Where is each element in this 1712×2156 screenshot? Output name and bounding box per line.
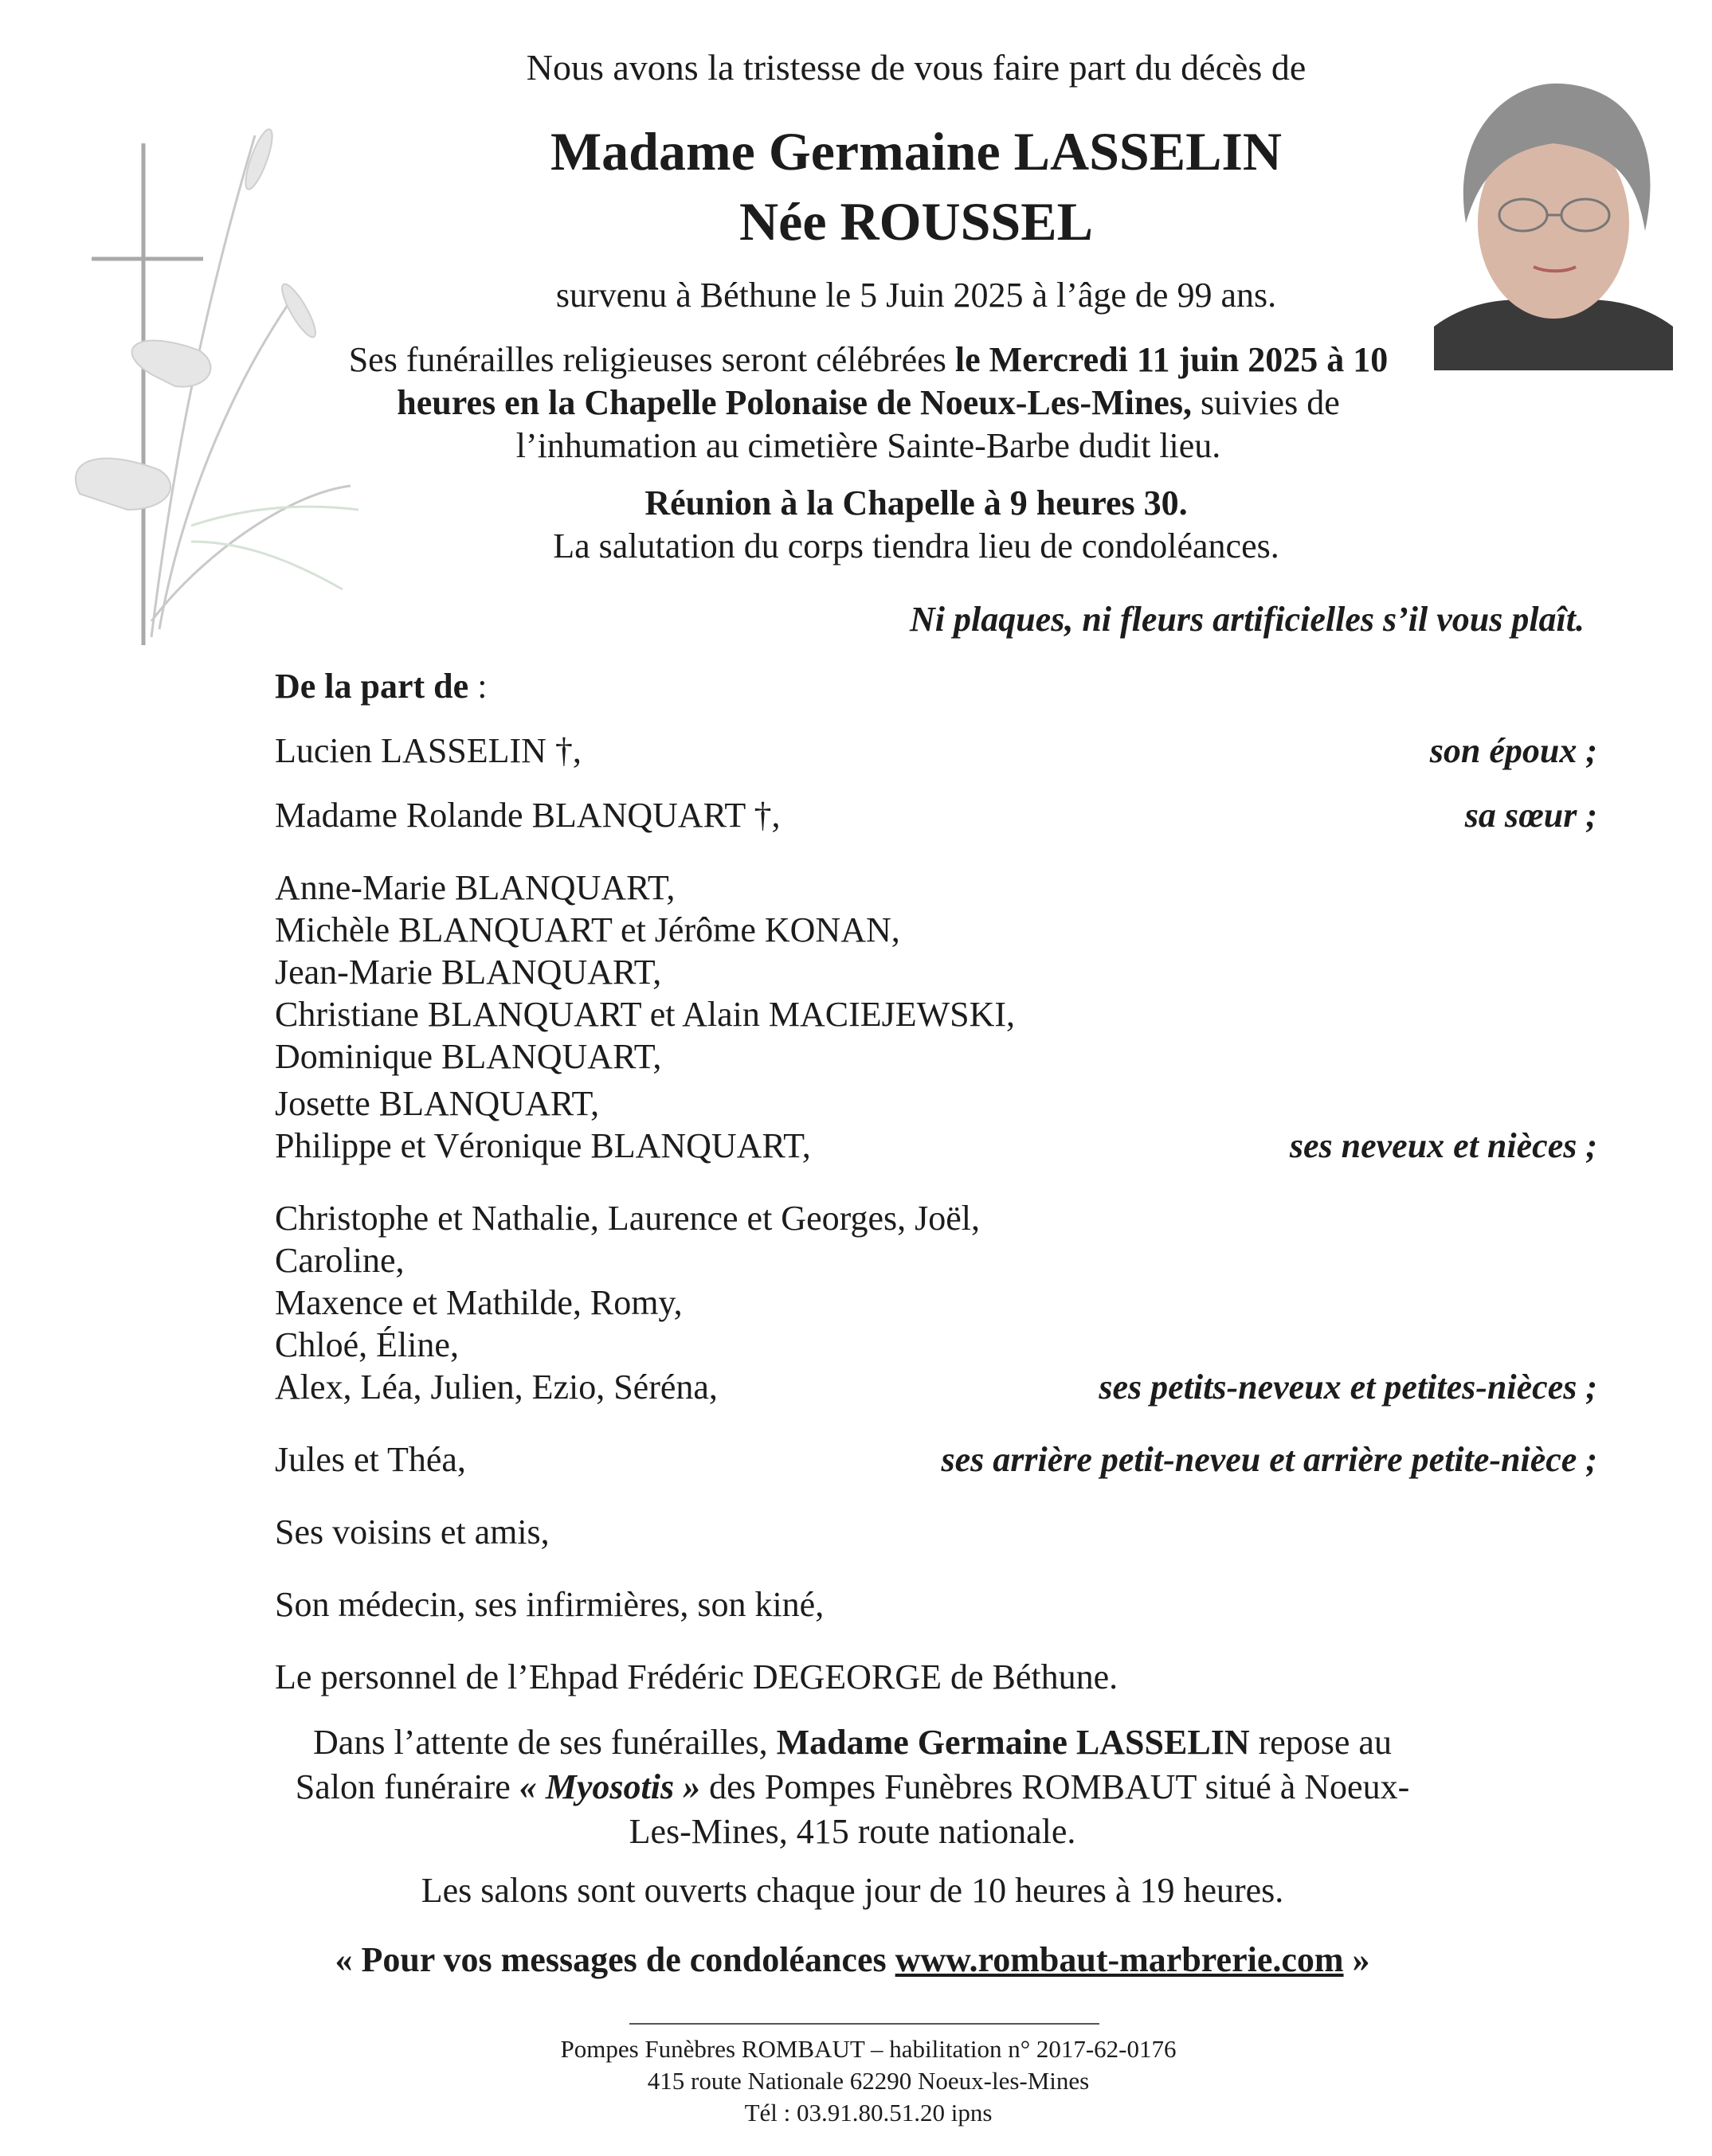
- list-item: Michèle BLANQUART et Jérôme KONAN,: [275, 910, 900, 949]
- list-item: Philippe et Véronique BLANQUART, ses neveux et nièces ;: [275, 1126, 1597, 1165]
- reunion-time: Réunion à la Chapelle à 9 heures 30.: [644, 483, 1188, 522]
- footer-company: Pompes Funèbres ROMBAUT – habilitation n° 2017-62-0176: [560, 2035, 1177, 2063]
- family-great: Jules et Théa, ses arrière petit-neveu et arrière petite-nièce ;: [275, 1440, 1597, 1479]
- list-item: Maxence et Mathilde, Romy,: [275, 1283, 683, 1322]
- footer-phone: Tél : 03.91.80.51.20 ipns: [744, 2099, 993, 2127]
- list-item: Dominique BLANQUART,: [275, 1037, 662, 1076]
- family-sister: Madame Rolande BLANQUART †, sa sœur ;: [275, 796, 1597, 835]
- funeral-paragraph: [335, 338, 1402, 468]
- relation-label: ses arrière petit-neveu et arrière petite-nièce ;: [941, 1440, 1597, 1479]
- deceased-name: Madame Germaine LASSELIN: [550, 121, 1282, 182]
- footer-address: 415 route Nationale 62290 Noeux-les-Mines: [647, 2067, 1090, 2095]
- list-item: Anne-Marie BLANQUART,: [275, 868, 676, 907]
- intro-text: Nous avons la tristesse de vous faire part du décès de: [526, 47, 1307, 88]
- footer-divider: [629, 2023, 1099, 2025]
- funeral-burial: suivies de l’inhumation au cimetière Sainte-Barbe dudit lieu.: [515, 383, 1340, 465]
- death-details: survenu à Béthune le 5 Juin 2025 à l’âge de 99 ans.: [555, 276, 1277, 315]
- list-item: Son médecin, ses infirmières, son kiné,: [275, 1585, 825, 1624]
- list-item: Christophe et Nathalie, Laurence et Georges, Joël,: [275, 1199, 980, 1238]
- condolence-messages: « Pour vos messages de condoléances www.rombaut-marbrerie.com »: [335, 1940, 1370, 1979]
- list-item: Alex, Léa, Julien, Ezio, Séréna, ses petits-neveux et petites-nièces ;: [275, 1368, 1597, 1407]
- family-spouse: Lucien LASSELIN †, son époux ;: [275, 731, 1597, 770]
- reunion-block: [239, 482, 1593, 568]
- list-item: Ses voisins et amis,: [275, 1512, 550, 1551]
- list-item: Christiane BLANQUART et Alain MACIEJEWSKI,: [275, 995, 1016, 1034]
- maiden-name: Née ROUSSEL: [739, 191, 1093, 252]
- list-item: Le personnel de l’Ehpad Frédéric DEGEORGE de Béthune.: [275, 1657, 1118, 1696]
- no-plaques-note: Ni plaques, ni fleurs artificielles s’il vous plaît.: [909, 600, 1585, 639]
- relation-label: ses petits-neveux et petites-nièces ;: [1099, 1368, 1597, 1407]
- list-item: Chloé, Éline,: [275, 1325, 459, 1364]
- funeral-date-place: le Mercredi 11 juin 2025 à 10 heures en la Chapelle Polonaise de Noeux-Les-Mines,: [397, 340, 1389, 422]
- salutation-note: La salutation du corps tiendra lieu de condoléances.: [553, 526, 1279, 565]
- list-item: Jean-Marie BLANQUART,: [275, 953, 662, 992]
- family-list: [275, 665, 1597, 1698]
- website-link[interactable]: www.rombaut-marbrerie.com: [895, 1940, 1344, 1979]
- list-item: Josette BLANQUART,: [275, 1084, 600, 1123]
- footer: [430, 2033, 1307, 2129]
- salon-name: « Myosotis »: [519, 1767, 701, 1806]
- family-heading: De la part de :: [275, 667, 488, 706]
- repose-name: Madame Germaine LASSELIN: [776, 1723, 1250, 1762]
- funeral-text: Ses funérailles religieuses seront célébrées: [348, 340, 955, 379]
- relation-label: ses neveux et nièces ;: [1289, 1126, 1597, 1165]
- relation-label: sa sœur ;: [1464, 796, 1597, 835]
- repose-paragraph: Dans l’attente de ses funérailles, Madame Germaine LASSELIN repose au Salon funéraire « Myosotis » des Pompes Funèbres ROMBAUT situé à Noeux-Les-Mines, 415 route nationale.: [295, 1723, 1410, 1851]
- relation-label: son époux ;: [1429, 731, 1597, 770]
- list-item: Caroline,: [275, 1241, 405, 1280]
- salon-hours: Les salons sont ouverts chaque jour de 10 heures à 19 heures.: [421, 1871, 1284, 1910]
